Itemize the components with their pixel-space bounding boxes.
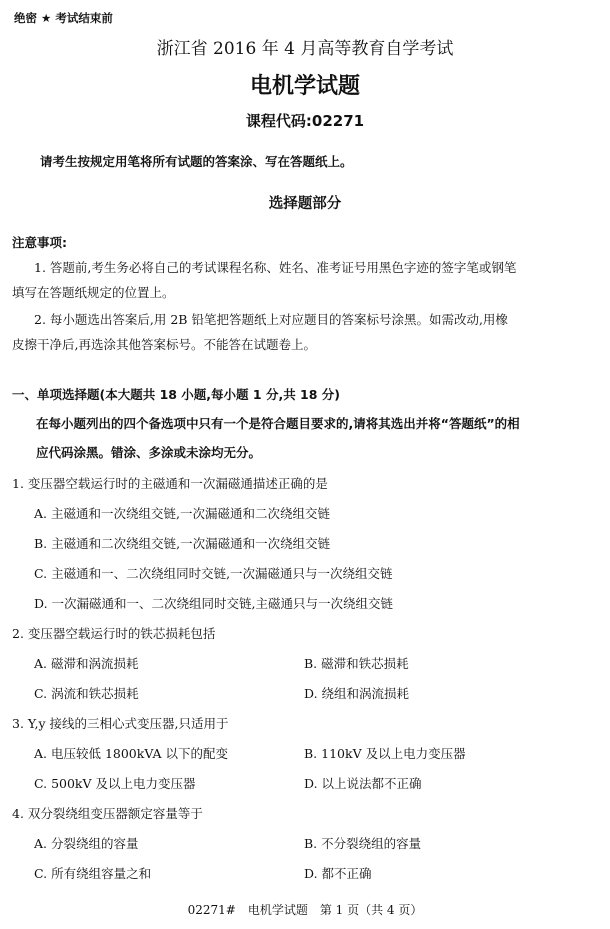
answer-notice: 请考生按规定用笔将所有试题的答案涂、写在答题纸上。 — [40, 154, 353, 169]
question-1-stem: 1. 变压器空载运行时的主磁通和一次漏磁通描述正确的是 — [12, 476, 328, 491]
question-3-option-b: B. 110kV 及以上电力变压器 — [304, 746, 466, 761]
question-4-option-c: C. 所有绕组容量之和 — [34, 866, 152, 881]
course-code: 课程代码:02271 — [245, 112, 365, 130]
question-3-option-c: C. 500kV 及以上电力变压器 — [34, 776, 196, 791]
question-2-option-b: B. 磁滞和铁芯损耗 — [304, 656, 409, 671]
section-1-instruction-line-2: 应代码涂黑。错涂、多涂或未涂均无分。 — [36, 445, 262, 460]
note-item-1-line-1: 1. 答题前,考生务必将自己的考试课程名称、姓名、准考证号用黑色字迹的签字笔或钢笔 — [34, 260, 517, 275]
note-item-1-line-2: 填写在答题纸规定的位置上。 — [12, 285, 175, 300]
exam-title: 浙江省 2016 年 4 月高等教育自学考试 — [156, 39, 454, 59]
question-4-option-a: A. 分裂绕组的容量 — [34, 836, 139, 851]
question-3-option-d: D. 以上说法都不正确 — [304, 776, 422, 791]
page-footer: 02271# 电机学试题 第 1 页（共 4 页） — [187, 903, 423, 917]
question-4-option-b: B. 不分裂绕组的容量 — [304, 836, 422, 851]
notes-heading: 注意事项: — [12, 235, 67, 250]
question-2-option-a: A. 磁滞和涡流损耗 — [34, 656, 139, 671]
note-item-2-line-2: 皮擦干净后,再选涂其他答案标号。不能答在试题卷上。 — [12, 337, 316, 352]
question-1-option-c: C. 主磁通和一、二次绕组同时交链,一次漏磁通只与一次绕组交链 — [34, 566, 393, 581]
question-2-option-d: D. 绕组和涡流损耗 — [304, 686, 410, 701]
question-3-option-a: A. 电压较低 1800kVA 以下的配变 — [34, 746, 229, 761]
question-3-stem: 3. Y,y 接线的三相心式变压器,只适用于 — [12, 716, 229, 731]
section-1-instruction-line-1: 在每小题列出的四个备选项中只有一个是符合题目要求的,请将其选出并将“答题纸”的相 — [36, 416, 520, 431]
question-1-option-b: B. 主磁通和二次绕组交链,一次漏磁通和一次绕组交链 — [34, 536, 331, 551]
section-1-title: 一、单项选择题(本大题共 18 小题,每小题 1 分,共 18 分) — [12, 387, 341, 402]
question-2-option-c: C. 涡流和铁芯损耗 — [34, 686, 139, 701]
note-item-2-line-1: 2. 每小题选出答案后,用 2B 铅笔把答题纸上对应题目的答案标号涂黑。如需改动,用橡 — [34, 312, 508, 327]
question-1-option-a: A. 主磁通和一次绕组交链,一次漏磁通和二次绕组交链 — [34, 506, 330, 521]
question-2-stem: 2. 变压器空载运行时的铁芯损耗包括 — [12, 626, 216, 641]
subject-title: 电机学试题 — [249, 74, 360, 99]
question-1-option-d: D. 一次漏磁通和一、二次绕组同时交链,主磁通只与一次绕组交链 — [34, 596, 393, 611]
question-4-stem: 4. 双分裂绕组变压器额定容量等于 — [12, 806, 203, 821]
part-title: 选择题部分 — [268, 196, 342, 212]
confidential-seal: 绝密 ★ 考试结束前 — [14, 11, 113, 25]
question-4-option-d: D. 都不正确 — [304, 866, 372, 881]
